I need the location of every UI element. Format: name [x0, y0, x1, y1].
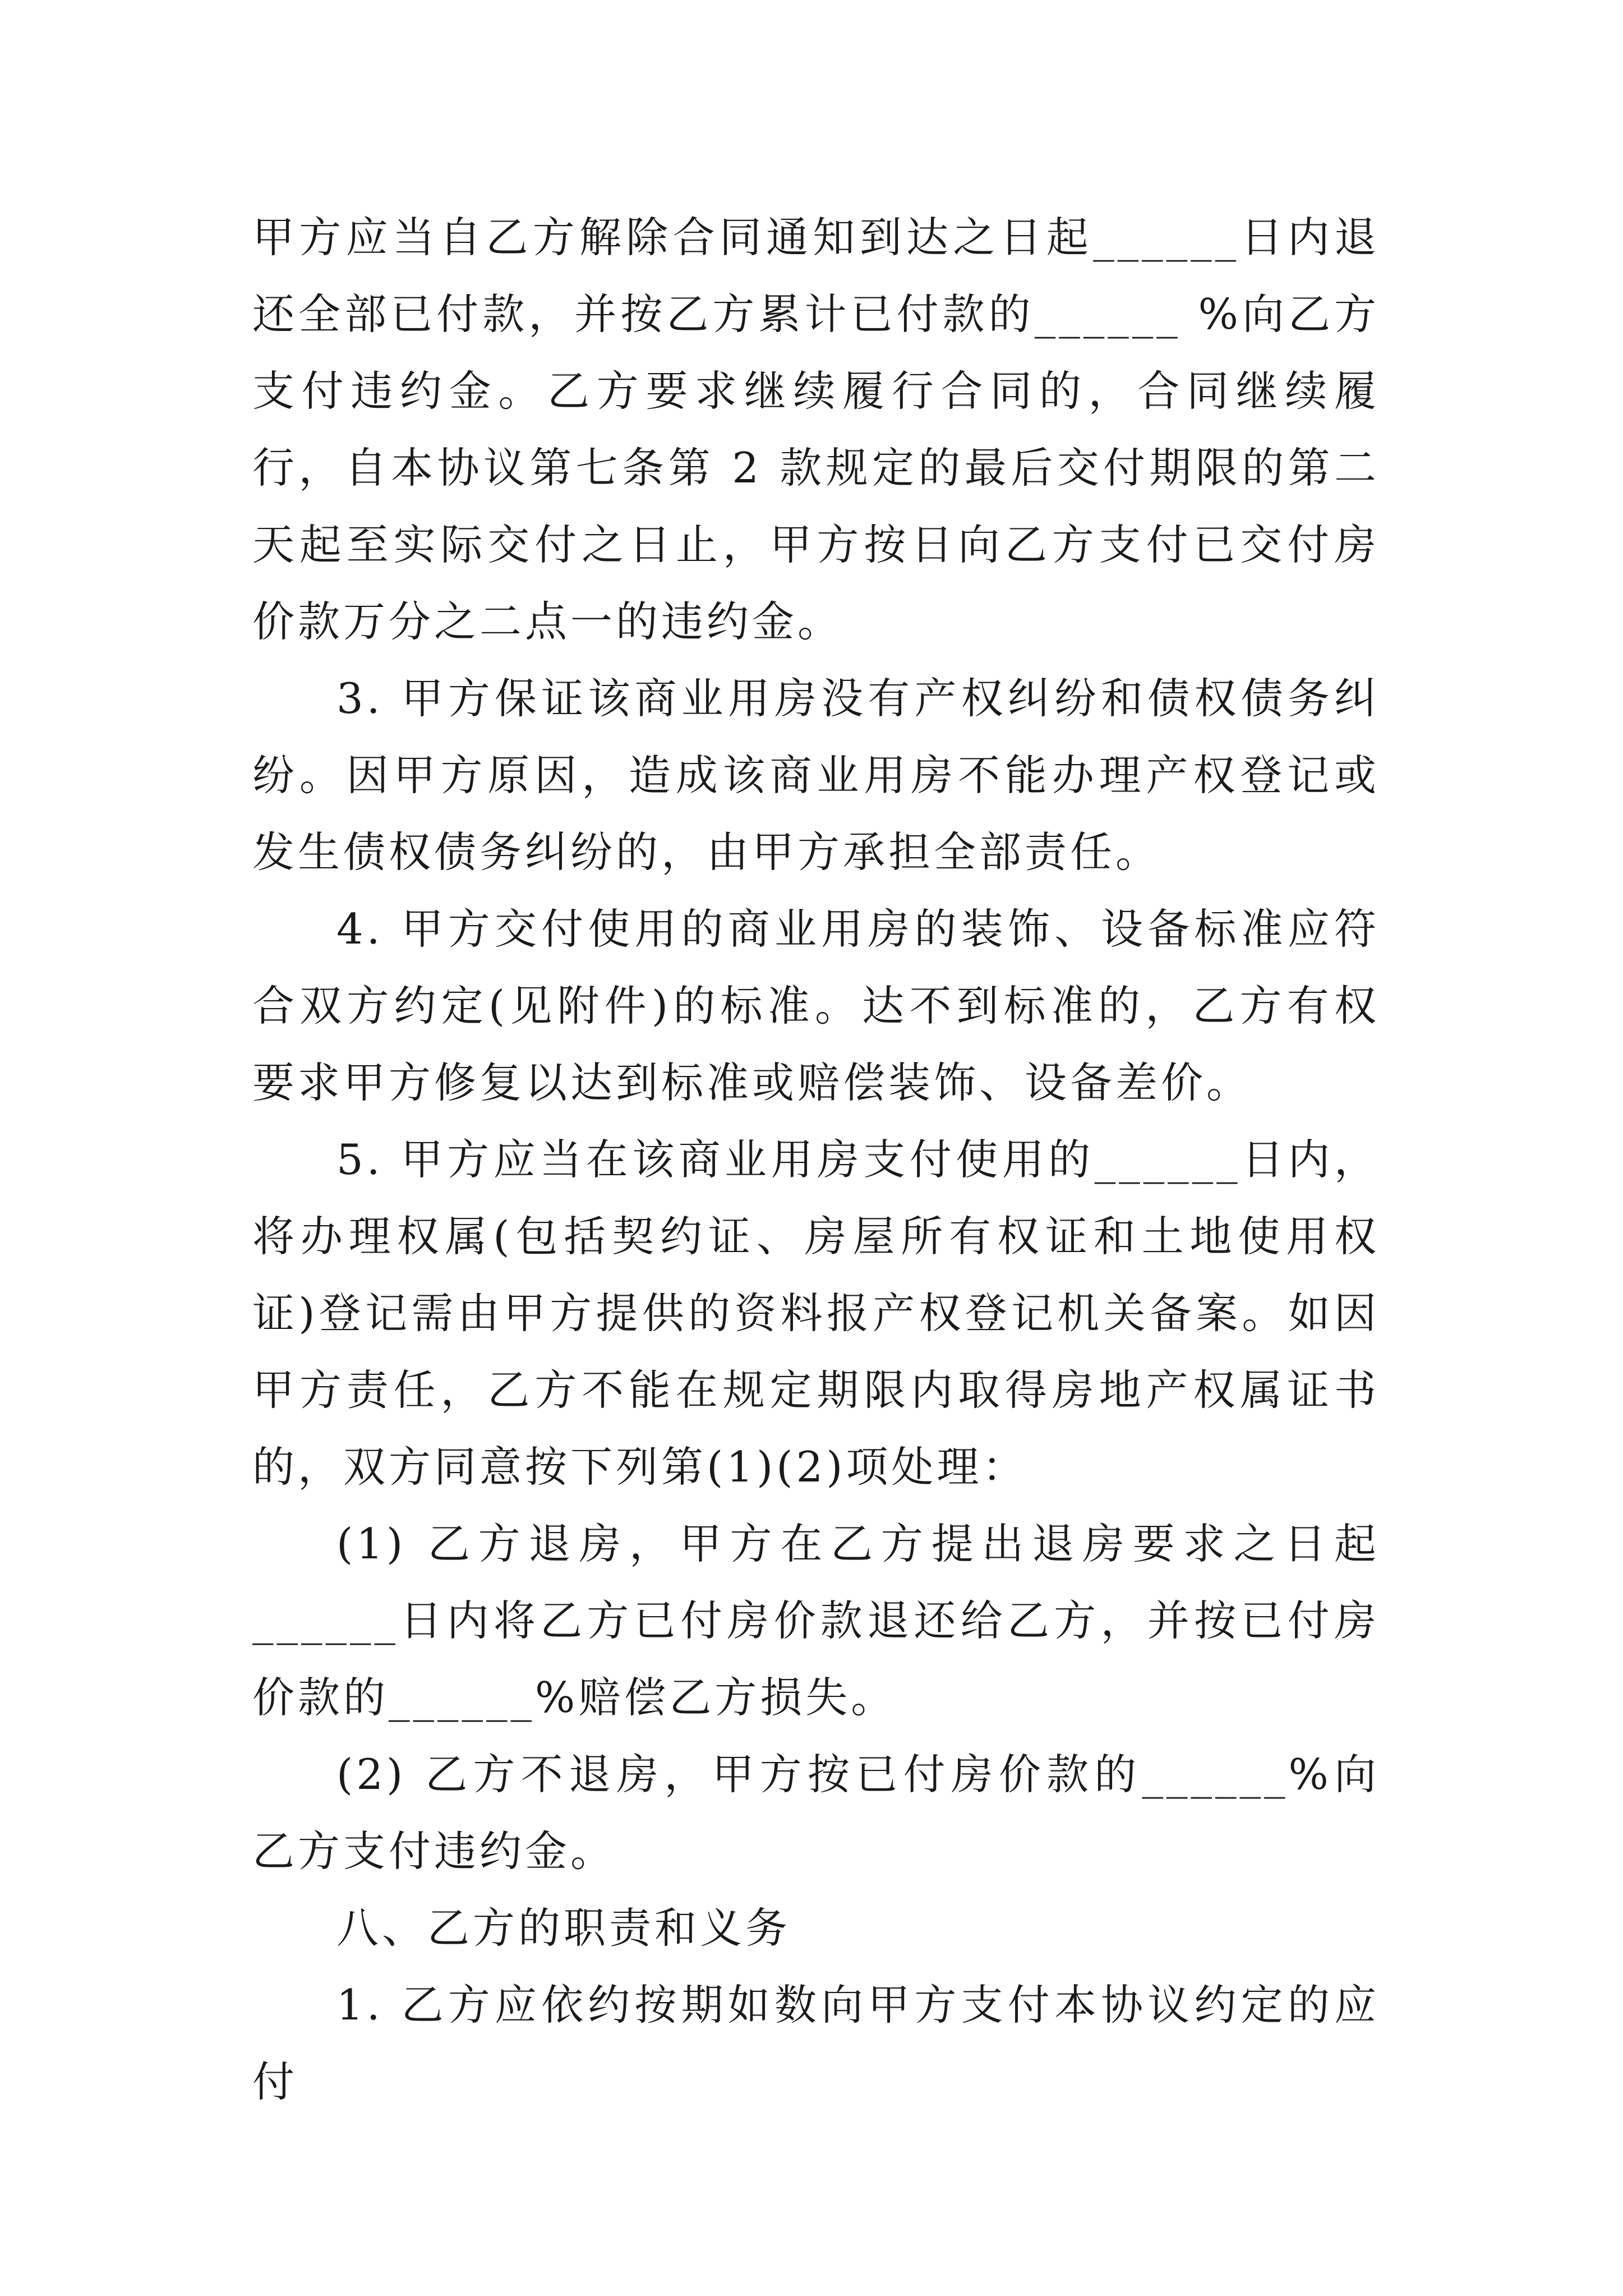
paragraph-refund-penalty: 甲方应当自乙方解除合同通知到达之日起______日内退还全部已付款，并按乙方累计已付款的______ %向乙方支付违约金。乙方要求继续履行合同的，合同继续履行，自本协议第七条第 2 款规定的最后交付期限的第二天起至实际交付之日止，甲方按日向乙方支付已交付房价款万分之二点一的违约金。 — [252, 213, 1380, 646]
paragraph-clause-8-1: 1. 乙方应依约按期如数向甲方支付本协议约定的应付 — [252, 1980, 1380, 2106]
document-body — [252, 199, 1380, 2120]
paragraph-clause-3: 3. 甲方保证该商业用房没有产权纠纷和债权债务纠纷。因甲方原因，造成该商业用房不能办理产权登记或发生债权债务纠纷的，由甲方承担全部责任。 — [252, 674, 1380, 877]
paragraph-option-1: (1) 乙方退房，甲方在乙方提出退房要求之日起______日内将乙方已付房价款退还给乙方，并按已付房价款的______%赔偿乙方损失。 — [252, 1519, 1380, 1722]
paragraph-clause-5: 5. 甲方应当在该商业用房支付使用的______日内，将办理权属(包括契约证、房屋所有权证和土地使用权证)登记需由甲方提供的资料报产权登记机关备案。如因甲方责任，乙方不能在规定期限内取得房地产权属证书的，双方同意按下列第(1)(2)项处理： — [252, 1135, 1380, 1492]
paragraph-option-2: (2) 乙方不退房，甲方按已付房价款的______%向乙方支付违约金。 — [252, 1750, 1380, 1876]
paragraph-clause-4: 4. 甲方交付使用的商业用房的装饰、设备标准应符合双方约定(见附件)的标准。达不到标准的，乙方有权要求甲方修复以达到标准或赔偿装饰、设备差价。 — [252, 904, 1380, 1107]
section-heading-8: 八、乙方的职责和义务 — [336, 1903, 791, 1953]
